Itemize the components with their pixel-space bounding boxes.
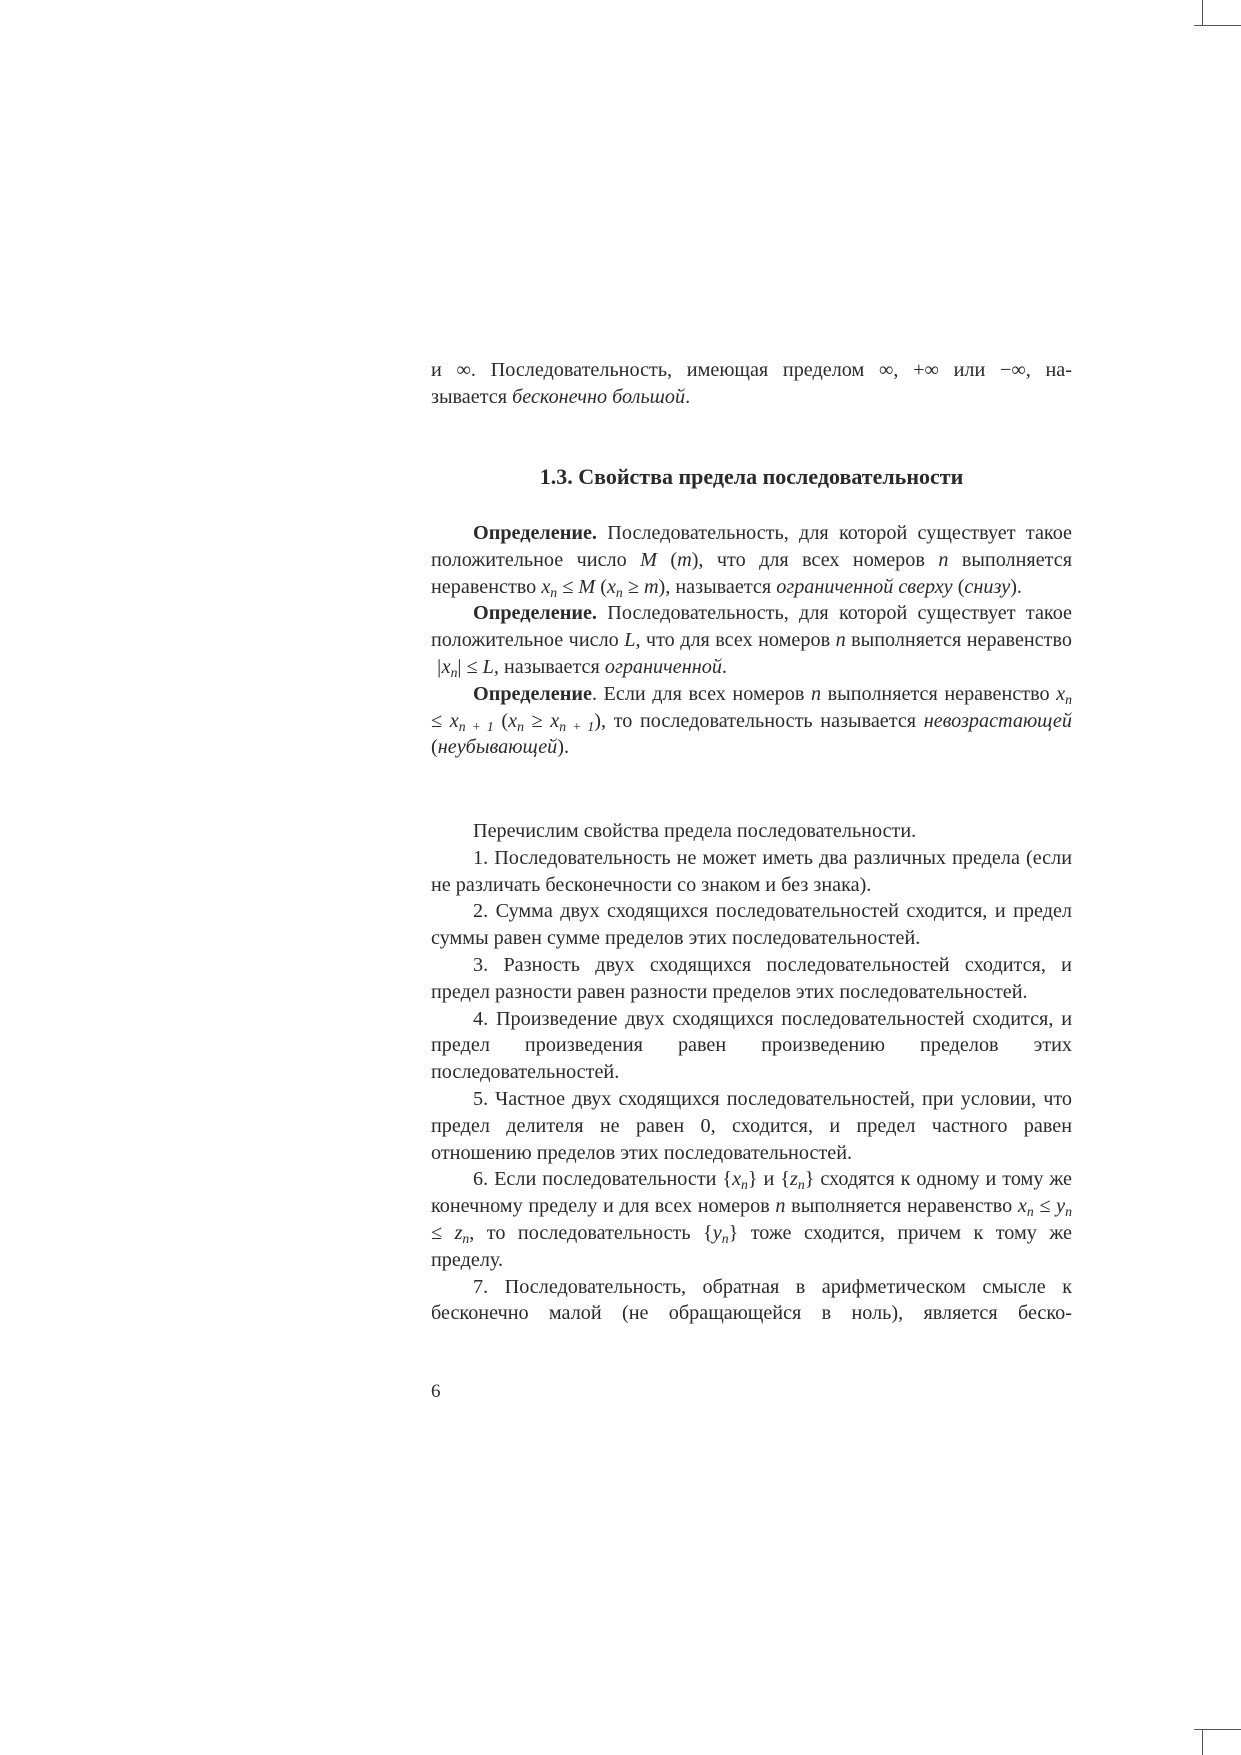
section-title: 1.3. Свойства предела последовательности — [539, 464, 964, 489]
crop-mark-top-vertical — [1202, 0, 1203, 26]
properties-block — [431, 818, 1072, 1327]
page-number: 6 — [431, 1381, 441, 1402]
intro-line-1: и ∞. Последовательность, имеющая пределом ∞, +∞ или −∞, на- — [431, 359, 1072, 381]
intro-paragraph: и ∞. Последовательность, имеющая пределом ∞, +∞ или −∞, на- зывается бесконечно большой. — [431, 359, 1072, 408]
crop-mark-bottom-vertical — [1202, 1729, 1203, 1755]
definition-bounded-above: Определение. Последовательность, для которой существует такое положительное число M (m), что для всех номеров n выполняется неравенство $x_n \le M$ $(x_n \ge m)$, называется ограниченной сверху (снизу). — [431, 522, 1072, 600]
definition-monotonic: Определение. Если для всех номеров n выполняется неравенство $x_n \le x_{n + 1}$ $(x_n \ge x_{n + 1})$, то последовательность называется невозрастающей (неубывающей). — [431, 682, 1072, 759]
definitions-block — [431, 520, 1072, 761]
property-4: 4. Произведение двух сходящихся последовательностей сходится, и предел произведения равен произведению пределов этих последовательностей. — [431, 1007, 1072, 1084]
crop-mark-top-horizontal — [1194, 25, 1241, 26]
definition-bounded: Определение. Последовательность, для которой существует такое положительное число L, что для всех номеров n выполняется неравенство $|x_n| \le L$, называется ограниченной. — [431, 602, 1072, 681]
property-2: 2. Сумма двух сходящихся последовательностей сходится, и предел суммы равен сумме пределов этих последовательностей. — [431, 900, 1072, 950]
property-3: 3. Разность двух сходящихся последовательностей сходится, и предел разности равен разности пределов этих последовательностей. — [431, 953, 1072, 1003]
property-7: 7. Последовательность, обратная в арифметическом смысле к бесконечно малой (не обращающейся в ноль), является беско- — [431, 1275, 1072, 1325]
property-1: 1. Последовательность не может иметь два различных предела (если не различать бесконечности со знаком и без знака). — [431, 846, 1072, 896]
property-6: 6. Если последовательности $\{x_n\}$ и $\{z_n\}$ сходятся к одному и тому же конечному пределу и для всех номеров n выполняется неравенство $x_n \le y_n \le z_n$, то последовательность $\{y_n\}$ тоже сходится, причем к тому же пределу. — [431, 1168, 1072, 1271]
properties-intro: Перечислим свойства предела последовательности. — [473, 820, 917, 842]
term-infinitely-large: бесконечно большой — [512, 385, 686, 408]
property-5: 5. Частное двух сходящихся последовательностей, при условии, что предел делителя не равен 0, сходится, и предел частного равен отношению пределов этих последовательностей. — [431, 1087, 1072, 1164]
